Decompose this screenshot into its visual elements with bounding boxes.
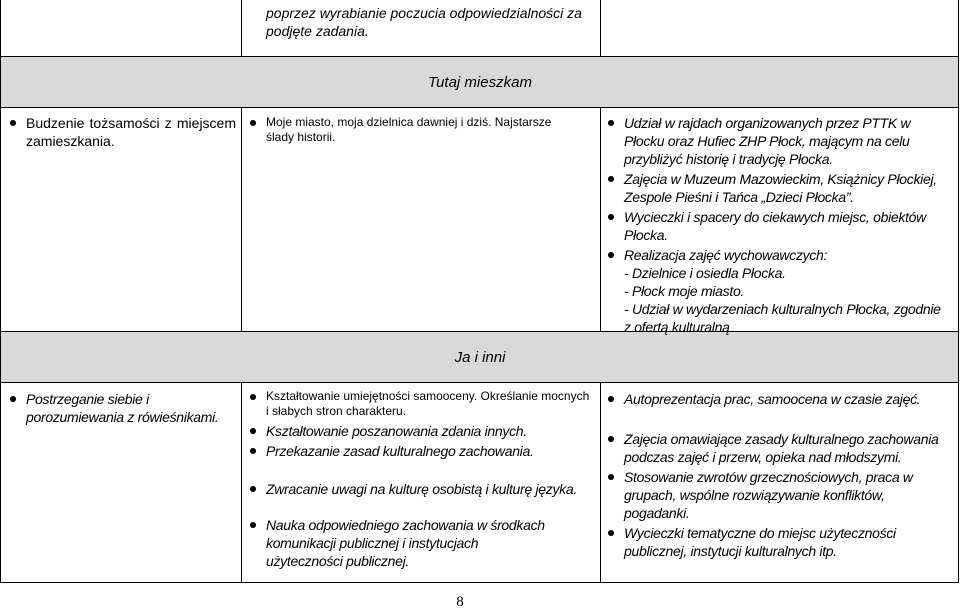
section2-goal-cell <box>4 390 238 426</box>
section1-goal-cell <box>4 114 236 150</box>
list-item: Postrzeganie siebie i porozumiewania z rówieśnikami. <box>4 390 238 426</box>
list-item: Wycieczki i spacery do ciekawych miejsc, obiektów Płocka. <box>602 208 944 244</box>
list-item: Autoprezentacja prac, samoocena w czasie zajęć. <box>602 390 944 408</box>
list-item: Budzenie tożsamości z miejscem zamieszkania. <box>4 114 236 150</box>
list-item: Zajęcia w Muzeum Mazowieckim, Książnicy Płockiej, Zespole Pieśni i Tańca „Dzieci Płocka”. <box>602 170 944 206</box>
section-title-tutaj-mieszkam: Tutaj mieszkam <box>428 74 532 91</box>
list-item: Realizacja zajęć wychowawczych: - Dzielnice i osiedla Płocka. - Płock moje miasto. - Udział w wydarzeniach kulturalnych Płocka, zgodnie z ofertą kulturalną <box>602 246 944 336</box>
list-item: Stosowanie zwrotów grzecznościowych, praca w grupach, wspólne rozwiązywanie konfliktów, pogadanki. <box>602 468 944 522</box>
section1-activities-cell <box>602 114 944 336</box>
list-item: Udział w rajdach organizowanych przez PTTK w Płocku oraz Hufiec ZHP Płock, mającym na celu przybliżyć historię i tradycję Płocka. <box>602 114 944 168</box>
section-title-ja-i-inni: Ja i inni <box>454 349 506 366</box>
section1-content-cell <box>244 115 566 145</box>
list-item: Nauka odpowiedniego zachowania w środkach komunikacji publicznej i instytucjach użyteczności publicznej. <box>244 516 594 570</box>
list-item: Kształtowanie poszanowania zdania innych. <box>244 422 594 440</box>
section2-content-cell <box>244 389 594 570</box>
top-row-text: poprzez wyrabianie poczucia odpowiedzialności za podjęte zadania. <box>266 5 582 39</box>
list-item: Wycieczki tematyczne do miejsc użyteczności publicznej, instytucji kulturalnych itp. <box>602 524 944 560</box>
list-item: Moje miasto, moja dzielnica dawniej i dziś. Najstarsze ślady historii. <box>244 115 566 145</box>
list-item: Przekazanie zasad kulturalnego zachowania. <box>244 442 594 460</box>
page-number: 8 <box>456 594 464 610</box>
list-item: Zwracanie uwagi na kulturę osobistą i kulturę języka. <box>244 480 594 498</box>
list-item: Zajęcia omawiające zasady kulturalnego zachowania podczas zajęć i przerw, opieka nad młodszymi. <box>602 430 944 466</box>
section2-activities-cell <box>602 390 944 560</box>
list-item: Kształtowanie umiejętności samooceny. Określanie mocnych i słabych stron charakteru. <box>244 389 594 422</box>
